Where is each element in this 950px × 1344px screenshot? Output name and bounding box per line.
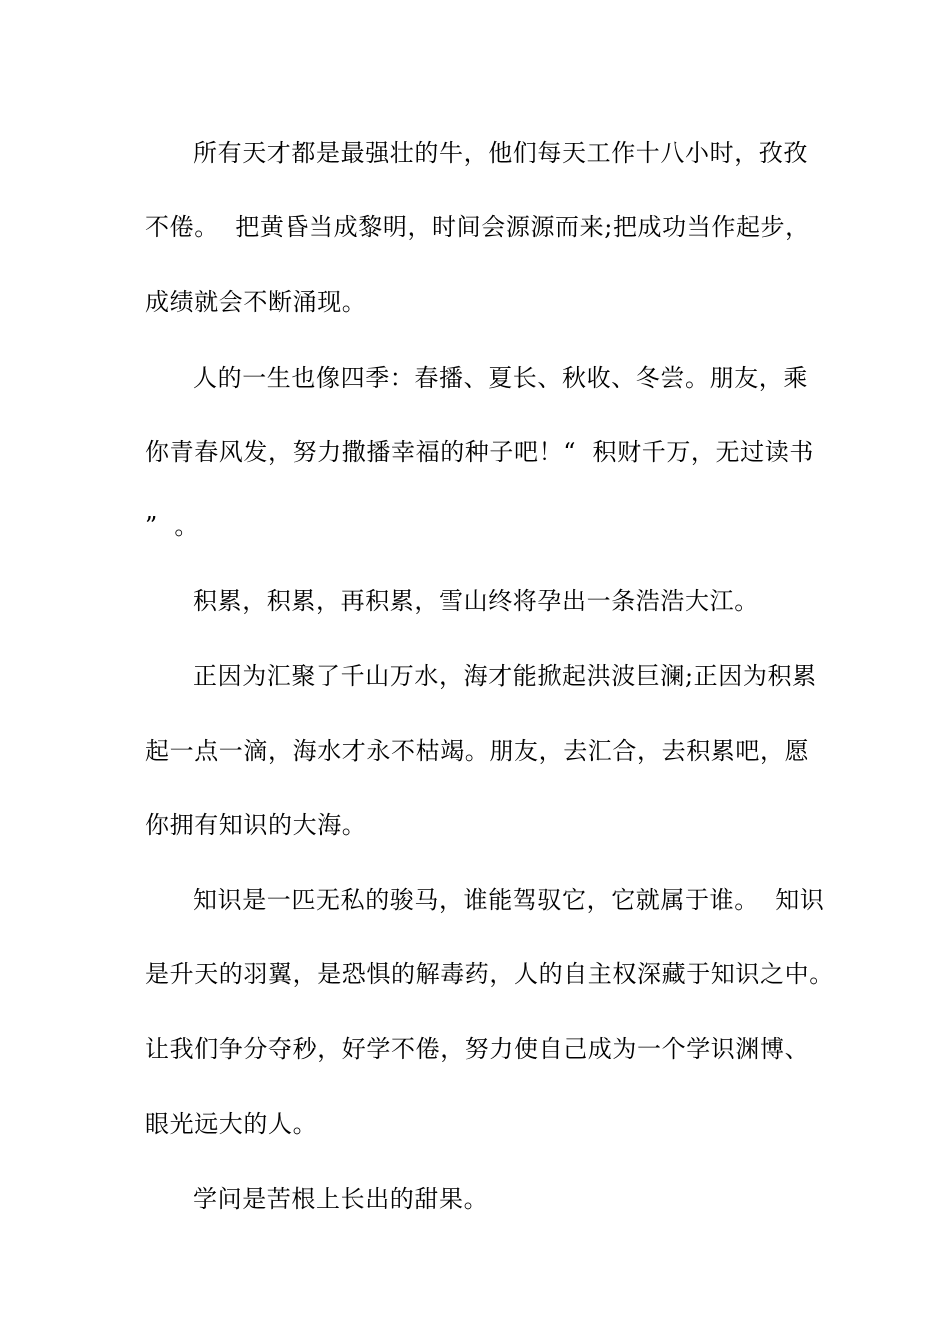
paragraph-4-line-3: 你拥有知识的大海。 [145, 811, 367, 839]
paragraph-4-line-2: 起一点一滴，海水才永不枯竭。朋友，去汇合，去积累吧，愿 [145, 737, 810, 765]
paragraph-1-line-1: 所有天才都是最强壮的牛，他们每天工作十八小时，孜孜 [193, 139, 808, 167]
paragraph-2-line-1: 人的一生也像四季：春播、夏长、秋收、冬尝。朋友，乘 [193, 364, 808, 392]
paragraph-1-line-2: 不倦。 把黄昏当成黎明，时间会源源而来;把成功当作起步， [145, 213, 810, 241]
paragraph-1-line-3: 成绩就会不断涌现。 [145, 288, 367, 316]
paragraph-5-line-1: 知识是一匹无私的骏马，谁能驾驭它，它就属于谁。 知识 [193, 886, 825, 914]
paragraph-2-line-2: 你青春风发，努力撒播幸福的种子吧！“ 积财千万，无过读书 [145, 438, 814, 466]
paragraph-3-line-1: 积累，积累，再积累，雪山终将孕出一条浩浩大江。 [193, 587, 759, 615]
paragraph-5-line-3: 让我们争分夺秒，好学不倦，努力使自己成为一个学识渊博、 [145, 1035, 810, 1063]
paragraph-5-line-2: 是升天的羽翼，是恐惧的解毒药，人的自主权深藏于知识之中。 [145, 960, 834, 988]
paragraph-6-line-1: 学问是苦根上长出的甜果。 [193, 1185, 489, 1213]
paragraph-4-line-1: 正因为汇聚了千山万水，海才能掀起洪波巨澜;正因为积累 [193, 662, 817, 690]
paragraph-5-line-4: 眼光远大的人。 [145, 1110, 318, 1138]
paragraph-2-line-3: ” 。 [145, 512, 199, 540]
